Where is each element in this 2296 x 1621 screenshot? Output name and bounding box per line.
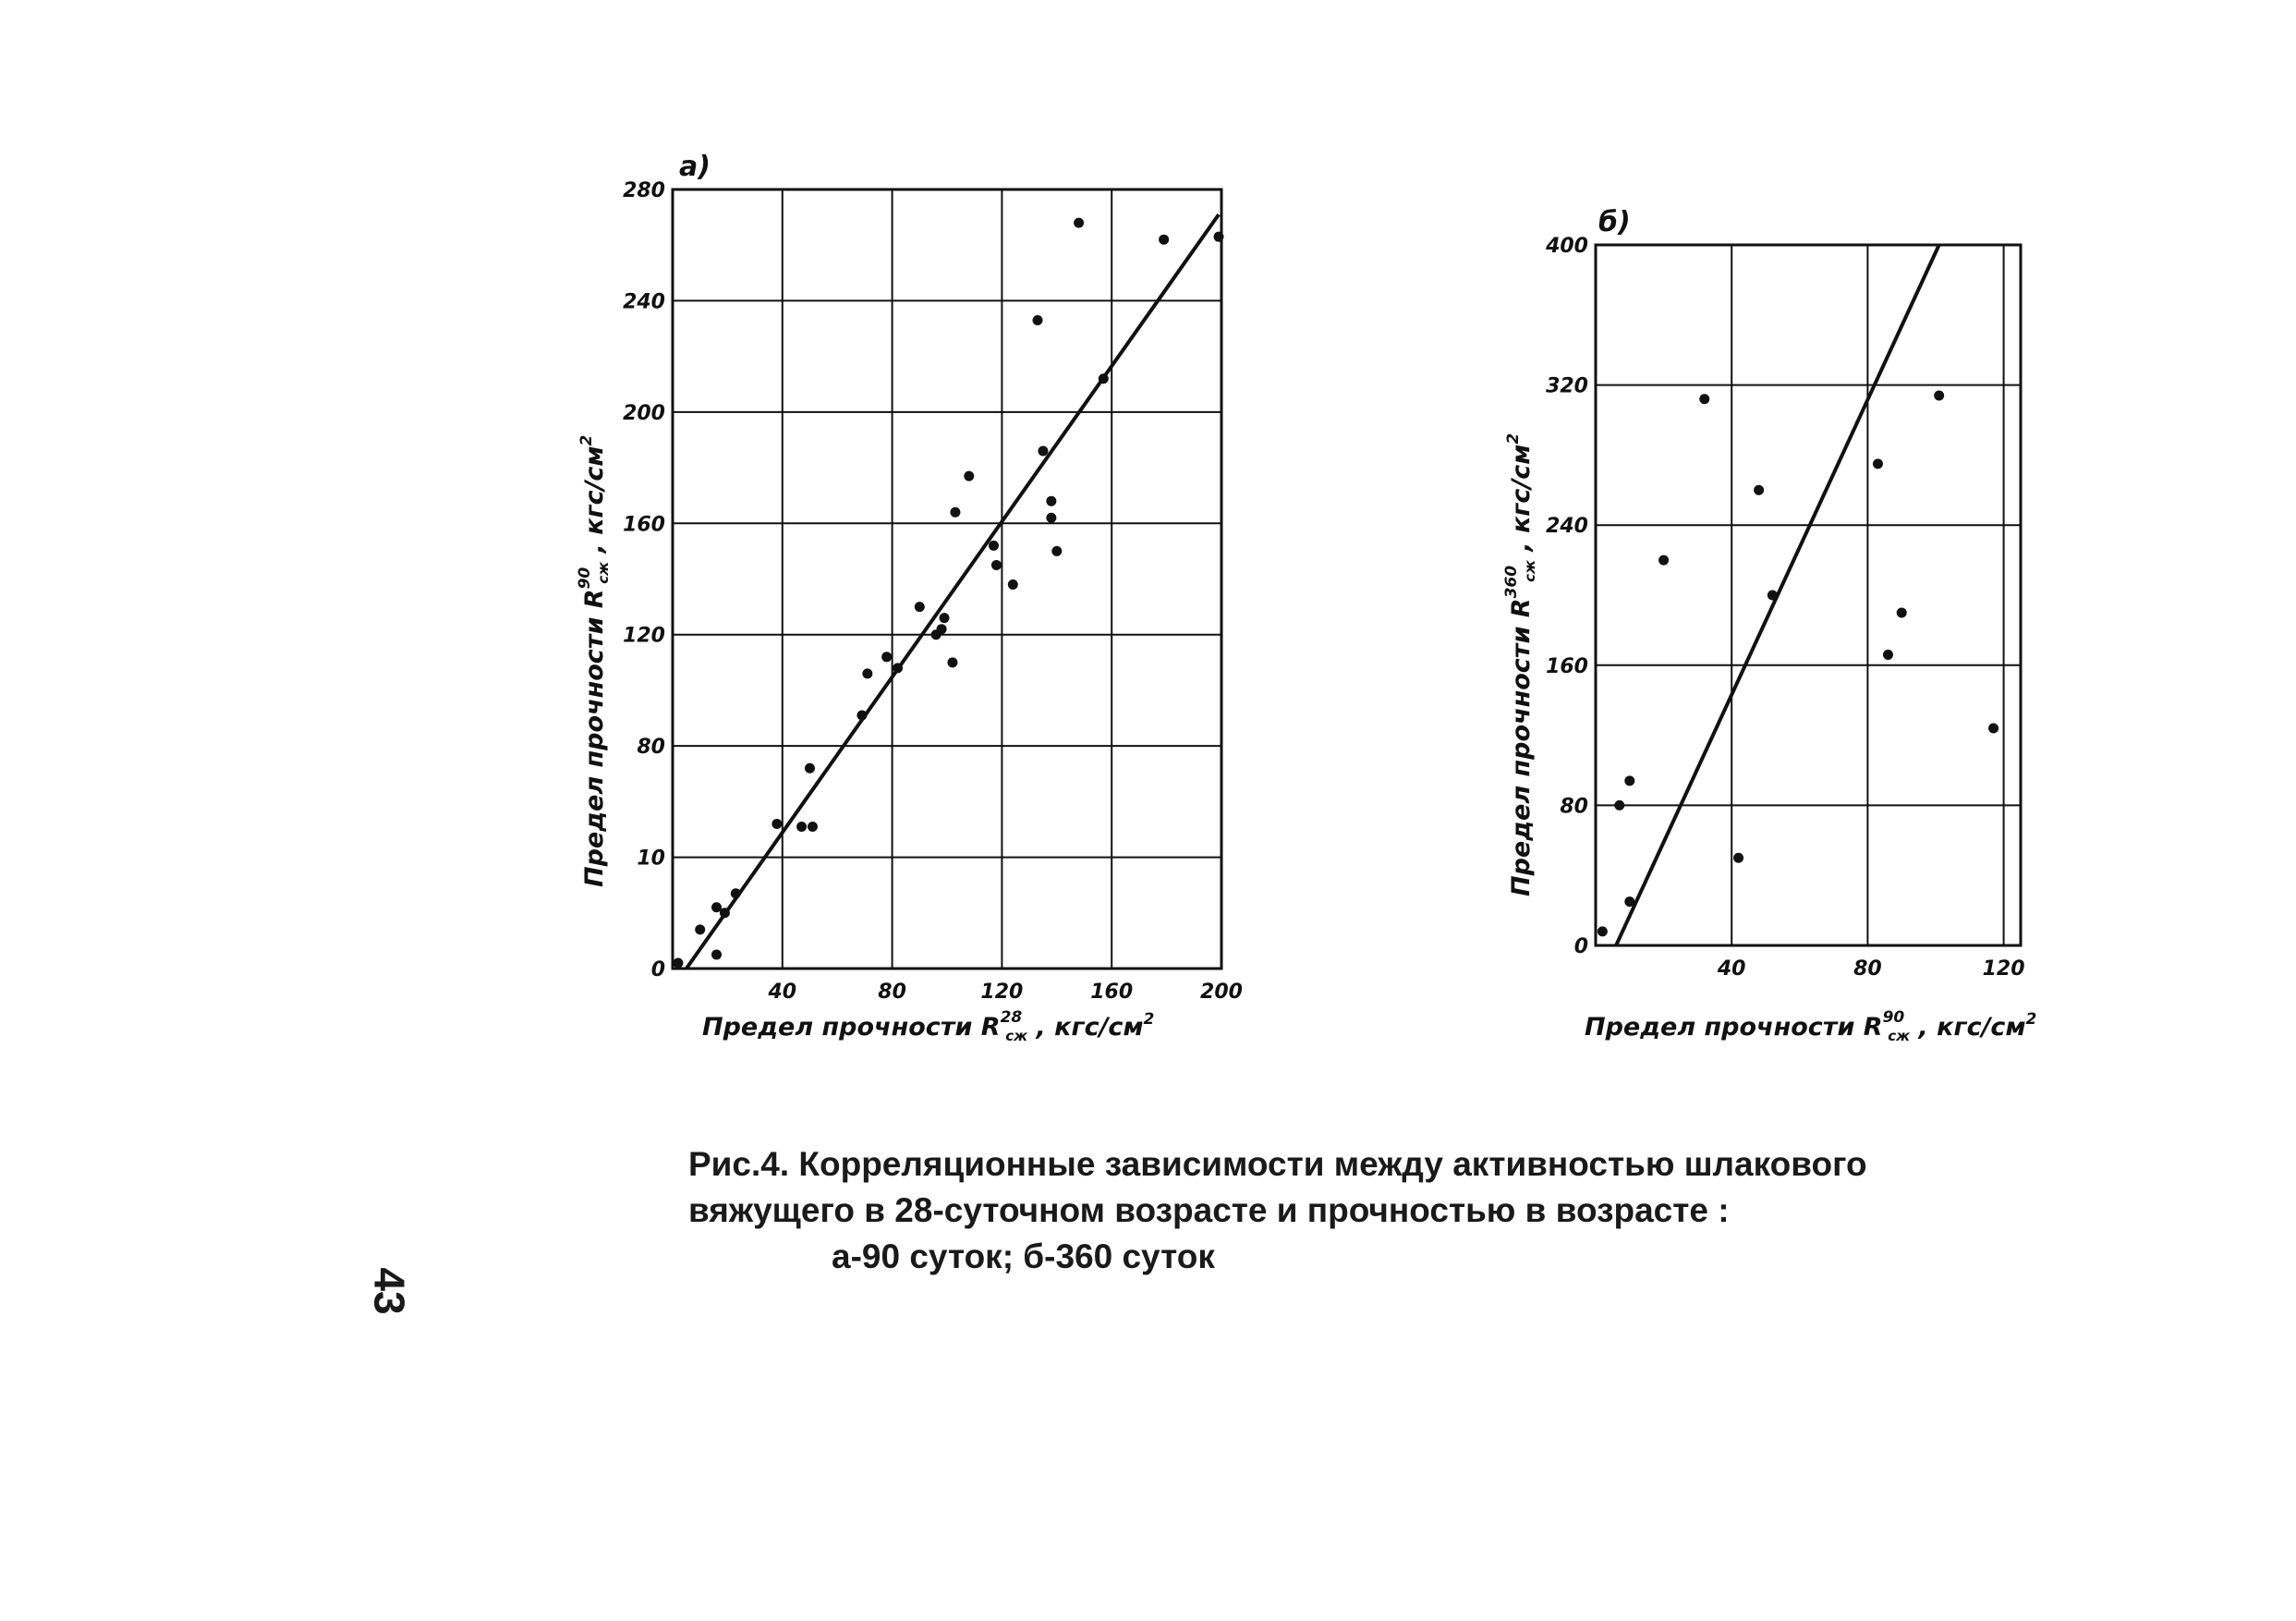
chart-a-data-point [1046, 496, 1056, 506]
chart-b-y-tick-label: 320 [1546, 374, 1588, 398]
chart-b-data-point [1597, 926, 1608, 936]
chart-a-data-point [1008, 579, 1018, 590]
chart-a-points [673, 218, 1223, 969]
chart-a-data-point [695, 924, 705, 934]
chart-b [1502, 206, 2036, 1044]
chart-a-data-point [1051, 546, 1062, 556]
chart-a-x-ticks [767, 981, 1242, 1004]
chart-a-data-point [1159, 235, 1169, 245]
chart-a [576, 151, 1243, 1044]
chart-a-data-point [1046, 513, 1056, 523]
caption-line-1: Рис.4. Корреляционные зависимости между активностью шлакового [688, 1145, 1867, 1183]
chart-a-data-point [947, 657, 957, 667]
chart-a-y-tick-label: 280 [623, 179, 665, 202]
chart-b-plot-frame [1596, 245, 2021, 945]
chart-b-regression-line [1616, 245, 1939, 945]
figure-caption [688, 1141, 1982, 1280]
chart-a-x-tick-label: 80 [878, 981, 906, 1004]
chart-a-data-point [711, 949, 722, 959]
chart-b-x-axis-label: Предел прочности $R^{90}$ сж , кгс/$см^2$ [1585, 1008, 2037, 1044]
chart-a-y-tick-label: 80 [637, 736, 665, 760]
chart-a-x-tick-label: 160 [1090, 981, 1134, 1004]
chart-b-fit-group [1616, 245, 1939, 945]
chart-b-data-point [1768, 591, 1778, 601]
caption-line-3: а-90 суток; б-360 суток [832, 1237, 1215, 1275]
chart-a-data-point [1033, 315, 1043, 325]
chart-a-y-tick-label: 160 [623, 513, 665, 537]
chart-a-y-ticks [623, 179, 665, 981]
chart-b-x-ticks [1717, 957, 2025, 981]
chart-a-regression-line [686, 214, 1219, 969]
chart-a-data-point [964, 471, 974, 481]
chart-a-data-point [893, 663, 903, 673]
chart-b-y-tick-label: 80 [1560, 795, 1588, 819]
chart-a-y-tick-label: 120 [623, 624, 665, 648]
chart-a-x-tick-label: 40 [768, 981, 797, 1004]
chart-b-data-point [1988, 724, 1998, 734]
chart-a-data-point [937, 624, 947, 634]
chart-a-y-tick-label: 10 [637, 847, 665, 871]
chart-b-x-tick-label: 40 [1717, 957, 1746, 981]
chart-b-data-point [1873, 458, 1883, 469]
chart-a-data-point [881, 652, 892, 662]
chart-a-data-point [915, 602, 925, 612]
chart-a-y-tick-label: 0 [650, 958, 665, 981]
chart-a-data-point [1099, 373, 1109, 384]
chart-b-y-tick-label: 240 [1546, 515, 1588, 539]
chart-a-x-axis-label: Предел прочности $R^{28}$ сж , кгс/$см^2$ [702, 1008, 1155, 1044]
chart-b-data-point [1699, 394, 1709, 404]
chart-b-data-point [1883, 650, 1893, 660]
chart-a-plot-frame [673, 189, 1221, 969]
chart-b-data-point [1934, 390, 1944, 400]
chart-a-data-point [711, 902, 722, 912]
chart-b-y-axis-label: Предел прочности $R^{360}сж$ , кгс/$см^2$ [1502, 433, 1538, 896]
chart-a-data-point [940, 613, 950, 623]
caption-line-2: вяжущего в 28-суточном возрасте и прочностью в возрасте : [688, 1191, 1730, 1229]
chart-b-data-point [1624, 775, 1634, 786]
chart-a-data-point [950, 507, 960, 518]
chart-b-panel-label: б) [1598, 206, 1631, 238]
chart-b-data-point [1733, 853, 1743, 863]
chart-b-y-ticks [1545, 235, 1588, 958]
chart-a-data-point [805, 763, 815, 774]
chart-a-grid [673, 189, 1221, 969]
page-number: 43 [365, 1267, 414, 1315]
chart-a-data-point [1214, 232, 1224, 242]
chart-b-x-tick-label: 120 [1982, 957, 2025, 981]
chart-a-panel-label: а) [679, 151, 711, 183]
chart-a-x-tick-label: 200 [1200, 981, 1243, 1004]
chart-a-data-point [989, 541, 999, 551]
chart-b-grid [1596, 245, 2021, 945]
chart-a-y-axis-label: Предел прочности $R^{90}сж$ , кгс/$см^2$ [576, 434, 612, 887]
chart-b-data-point [1614, 800, 1624, 810]
chart-a-data-point [862, 668, 872, 678]
chart-a-y-tick-label: 240 [623, 290, 665, 314]
chart-b-y-tick-label: 0 [1573, 935, 1588, 958]
chart-a-data-point [731, 888, 741, 898]
chart-b-data-point [1897, 607, 1907, 617]
chart-b-data-point [1624, 896, 1634, 907]
chart-b-data-point [1754, 485, 1764, 495]
chart-a-data-point [1074, 218, 1084, 228]
chart-a-data-point [1038, 446, 1048, 457]
chart-a-data-point [771, 819, 782, 829]
chart-a-data-point [808, 822, 818, 832]
chart-a-y-tick-label: 200 [623, 401, 665, 425]
chart-a-data-point [673, 957, 683, 968]
chart-a-fit-group [686, 214, 1219, 969]
chart-b-data-point [1658, 555, 1669, 566]
chart-b-y-tick-label: 160 [1546, 654, 1588, 678]
chart-a-x-tick-label: 120 [980, 981, 1024, 1004]
chart-a-data-point [991, 560, 1002, 570]
chart-a-data-point [796, 822, 807, 832]
chart-b-y-tick-label: 400 [1546, 235, 1588, 258]
chart-b-x-tick-label: 80 [1853, 957, 1882, 981]
chart-a-data-point [856, 711, 867, 721]
chart-a-data-point [720, 908, 730, 918]
